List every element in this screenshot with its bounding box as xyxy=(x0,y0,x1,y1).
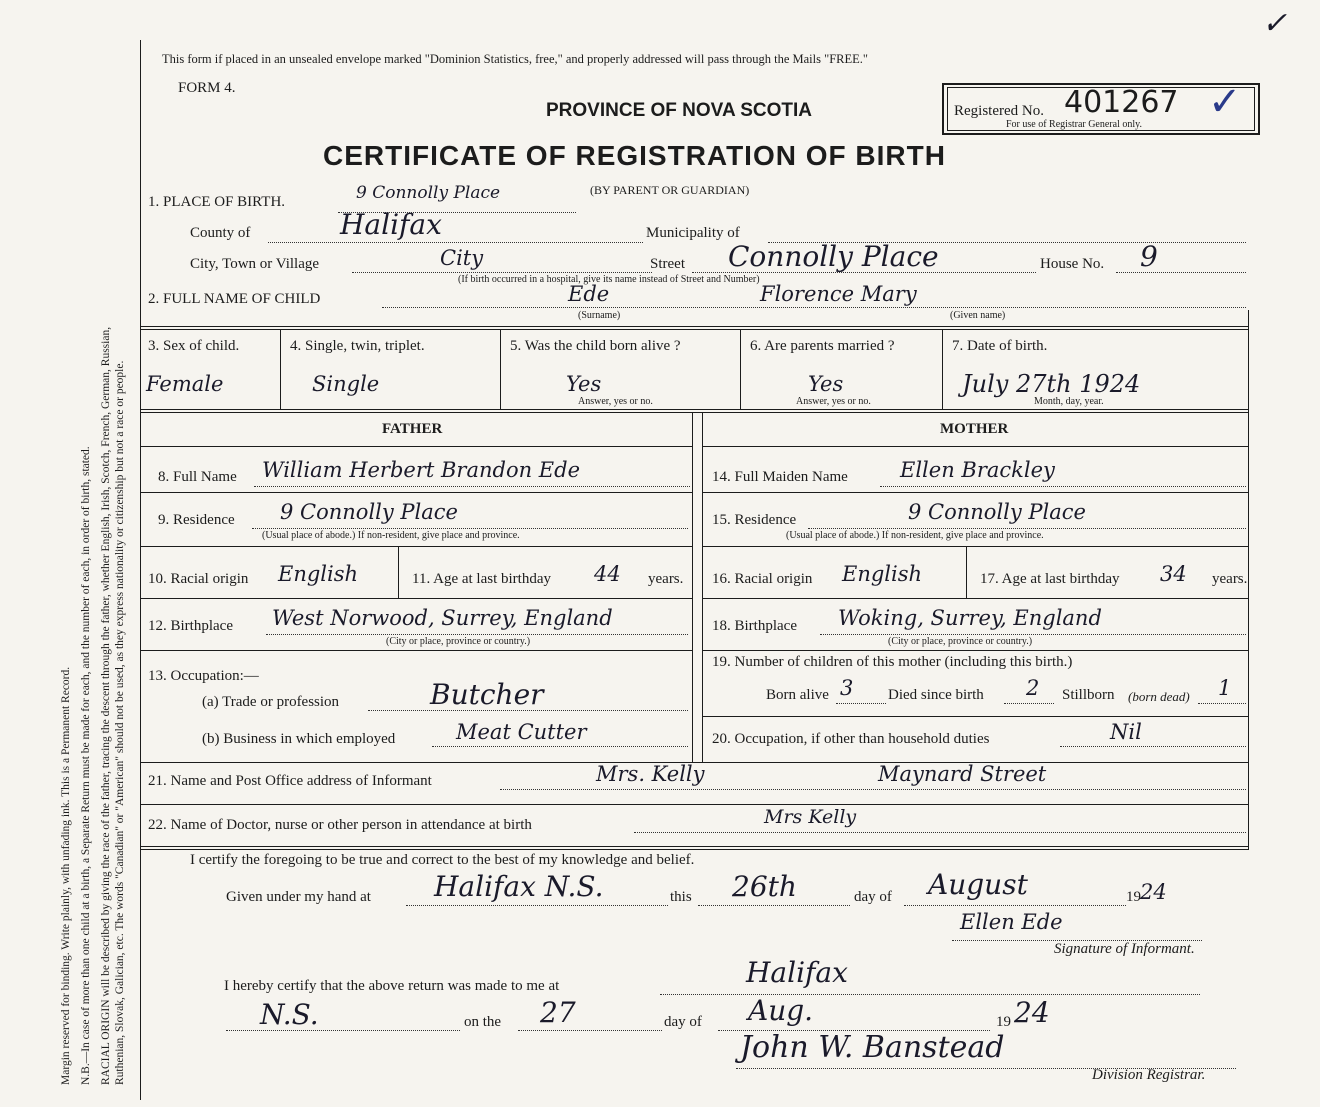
registrar-year-prefix: 19 xyxy=(996,1014,1011,1030)
house-no-label: House No. xyxy=(1040,256,1105,272)
mother-years-label: years. xyxy=(1212,571,1248,587)
child-given-name: Florence Mary xyxy=(760,282,917,306)
business-value: Meat Cutter xyxy=(456,720,587,744)
surname-note: (Surname) xyxy=(578,310,621,321)
father-residence-label: 9. Residence xyxy=(158,512,235,528)
married-note: Answer, yes or no. xyxy=(796,396,871,407)
mother-heading: MOTHER xyxy=(940,421,1009,437)
born-alive-count-label: Born alive xyxy=(766,687,829,703)
registered-no-label: Registered No. xyxy=(954,103,1044,119)
mother-birthplace-note: (City or place, province or country.) xyxy=(888,636,1033,647)
stillborn-note: (born dead) xyxy=(1128,689,1190,704)
born-alive-label: 5. Was the child born alive ? xyxy=(510,338,681,354)
trade-label: (a) Trade or profession xyxy=(202,694,340,710)
father-race-value: English xyxy=(278,562,359,586)
dob-note: Month, day, year. xyxy=(1034,396,1104,407)
mother-residence-label: 15. Residence xyxy=(712,512,797,528)
father-name-label: 8. Full Name xyxy=(158,469,237,485)
married-value: Yes xyxy=(808,372,844,396)
child-name-label: 2. FULL NAME OF CHILD xyxy=(148,291,321,307)
this-label: this xyxy=(670,889,692,905)
informant-address: Maynard Street xyxy=(878,762,1047,786)
plurality-label: 4. Single, twin, triplet. xyxy=(290,338,425,354)
mother-birthplace-label: 18. Birthplace xyxy=(712,618,797,634)
father-name-value: William Herbert Brandon Ede xyxy=(262,458,580,482)
mother-age-label: 17. Age at last birthday xyxy=(980,571,1120,587)
child-surname: Ede xyxy=(568,282,610,306)
given-under-label: Given under my hand at xyxy=(226,889,371,905)
house-no-value: 9 xyxy=(1140,240,1158,273)
registrar-on-the-label: on the xyxy=(464,1014,502,1030)
attendant-value: Mrs Kelly xyxy=(764,806,857,828)
county-label: County of xyxy=(190,225,251,241)
mother-occupation-label: 20. Occupation, if other than household duties xyxy=(712,731,990,747)
given-place-value: Halifax N.S. xyxy=(434,870,604,903)
born-alive-count: 3 xyxy=(840,676,854,700)
died-since-birth-count: 2 xyxy=(1026,676,1040,700)
mother-age-value: 34 xyxy=(1160,562,1187,586)
municipality-label: Municipality of xyxy=(646,225,740,241)
father-age-value: 44 xyxy=(594,562,621,586)
certificate-title: CERTIFICATE OF REGISTRATION OF BIRTH xyxy=(323,140,946,171)
check-mark-icon: ✓ xyxy=(1208,79,1242,125)
died-since-birth-label: Died since birth xyxy=(888,687,984,703)
registrar-note: For use of Registrar General only. xyxy=(1006,119,1142,130)
trade-value: Butcher xyxy=(430,678,544,711)
father-age-label: 11. Age at last birthday xyxy=(412,571,551,587)
registrar-year-value: 24 xyxy=(1014,996,1050,1029)
cert-year-value: 24 xyxy=(1140,880,1167,904)
mother-race-label: 16. Racial origin xyxy=(712,571,813,587)
mother-residence-value: 9 Connolly Place xyxy=(908,500,1086,524)
registrar-statement: I hereby certify that the above return was made to me at xyxy=(224,978,560,994)
right-frame-line xyxy=(1248,310,1249,850)
father-birthplace-label: 12. Birthplace xyxy=(148,618,233,634)
cert-day-value: 26th xyxy=(732,870,797,903)
form-number: FORM 4. xyxy=(178,80,236,96)
registrar-place-value: Halifax xyxy=(746,956,848,989)
registrar-month-value: Aug. xyxy=(748,994,814,1027)
mother-name-label: 14. Full Maiden Name xyxy=(712,469,848,485)
father-birthplace-value: West Norwood, Surrey, England xyxy=(272,606,613,630)
province-heading: PROVINCE OF NOVA SCOTIA xyxy=(546,100,813,121)
street-label: Street xyxy=(650,256,685,272)
margin-text-3: RACIAL ORIGIN will be described by giving the race of the father, tracing the descent through the father, whether English, Irish, Scotch, French, German, Russian, xyxy=(100,326,112,1085)
informant-name: Mrs. Kelly xyxy=(596,762,705,786)
given-name-note: (Given name) xyxy=(950,310,1006,321)
dob-label: 7. Date of birth. xyxy=(952,338,1048,354)
cert-day-of-label: day of xyxy=(854,889,892,905)
father-birthplace-note: (City or place, province or country.) xyxy=(386,636,531,647)
margin-text-2: N.B.—In case of more than one child at a birth, a Separate Return must be made for each, and the number of each, in order of birth, stated. xyxy=(80,446,92,1085)
children-count-label: 19. Number of children of this mother (including this birth.) xyxy=(712,654,1073,670)
plurality-value: Single xyxy=(312,372,380,396)
informant-signature: Ellen Ede xyxy=(960,910,1063,934)
born-alive-value: Yes xyxy=(566,372,602,396)
attendant-label: 22. Name of Doctor, nurse or other person in attendance at birth xyxy=(148,817,532,833)
father-race-label: 10. Racial origin xyxy=(148,571,249,587)
sex-value: Female xyxy=(146,372,224,396)
mother-birthplace-value: Woking, Surrey, England xyxy=(838,606,1102,630)
registrar-signature: John W. Banstead xyxy=(740,1030,1005,1065)
city-label: City, Town or Village xyxy=(190,256,320,272)
informant-label: 21. Name and Post Office address of Informant xyxy=(148,773,432,789)
margin-text-1: Margin reserved for binding. Write plainly, with unfading ink. This is a Permanent Record. xyxy=(60,666,72,1085)
father-heading: FATHER xyxy=(382,421,443,437)
married-label: 6. Are parents married ? xyxy=(750,338,895,354)
margin-text-4: Ruthenian, Slovak, Galician, etc. The words "Canadian" or "American" should not be used, as they express nationality or citizenship but not a race or people. xyxy=(114,360,126,1085)
corner-check-mark: ✓ xyxy=(1262,6,1288,41)
registered-number: 401267 xyxy=(1064,85,1179,120)
place-of-birth-label: 1. PLACE OF BIRTH. xyxy=(148,194,286,210)
mail-notice: This form if placed in an unsealed envelope marked "Dominion Statistics, free," and properly addressed will pass through the Mails "FREE." xyxy=(162,52,869,66)
guardian-subtitle: (BY PARENT OR GUARDIAN) xyxy=(590,183,750,197)
signature-caption: Signature of Informant. xyxy=(1054,941,1195,957)
registrar-day-of-label: day of xyxy=(664,1014,702,1030)
registrar-day-value: 27 xyxy=(540,996,576,1029)
occupation-label: 13. Occupation:— xyxy=(148,668,259,684)
registrar-caption: Division Registrar. xyxy=(1092,1067,1206,1083)
dob-value: July 27th 1924 xyxy=(962,370,1141,398)
mother-residence-note: (Usual place of abode.) If non-resident, give place and province. xyxy=(786,530,1044,541)
hospital-note: (If birth occurred in a hospital, give its name instead of Street and Number) xyxy=(458,274,760,285)
place-of-birth-value: 9 Connolly Place xyxy=(356,183,501,203)
street-value: Connolly Place xyxy=(728,240,939,273)
left-frame-line xyxy=(140,40,141,1100)
born-alive-note: Answer, yes or no. xyxy=(578,396,653,407)
father-residence-value: 9 Connolly Place xyxy=(280,500,458,524)
certify-statement: I certify the foregoing to be true and correct to the best of my knowledge and belief. xyxy=(190,852,695,868)
mother-occupation-value: Nil xyxy=(1110,720,1142,744)
city-value: City xyxy=(440,246,484,270)
cert-month-value: August xyxy=(928,868,1028,901)
cert-year-prefix: 19 xyxy=(1126,889,1141,905)
registrar-place2-value: N.S. xyxy=(260,998,319,1031)
stillborn-label: Stillborn xyxy=(1062,687,1115,703)
sex-label: 3. Sex of child. xyxy=(148,338,240,354)
business-label: (b) Business in which employed xyxy=(202,731,396,747)
father-residence-note: (Usual place of abode.) If non-resident, give place and province. xyxy=(262,530,520,541)
registration-box xyxy=(942,79,1260,135)
county-value: Halifax xyxy=(340,208,442,241)
stillborn-count: 1 xyxy=(1218,676,1232,700)
mother-name-value: Ellen Brackley xyxy=(900,458,1055,482)
father-years-label: years. xyxy=(648,571,684,587)
mother-race-value: English xyxy=(842,562,923,586)
